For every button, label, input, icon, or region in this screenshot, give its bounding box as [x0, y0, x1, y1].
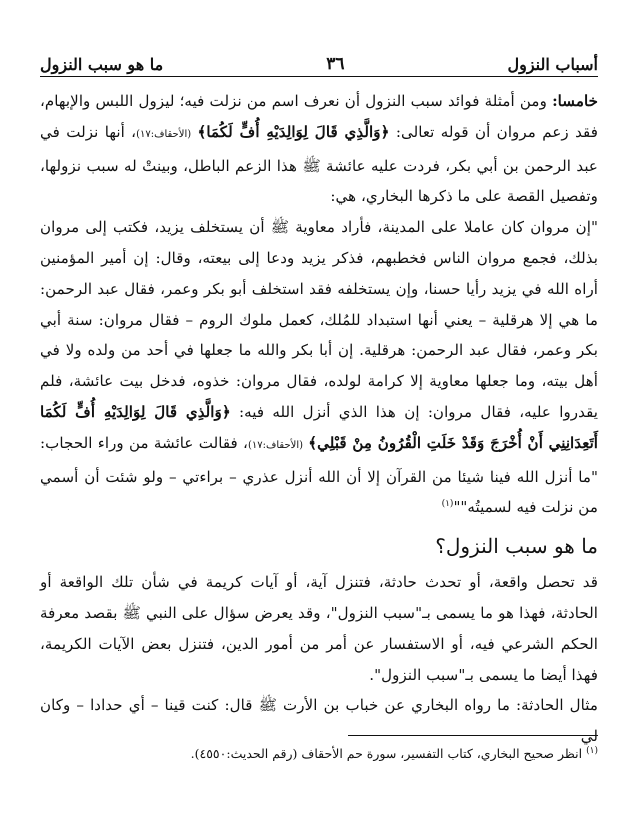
header-chapter-title: ما هو سبب النزول [40, 55, 164, 74]
footnote-separator [348, 735, 598, 736]
paragraph-text: ومن أمثلة فوائد سبب النزول أن نعرف اسم من نزلت فيه؛ ليزول اللبس والإبهام، فقد زعم مروان أن قوله تعالى: [40, 92, 598, 141]
verse-reference: (الأحقاف:١٧) [136, 128, 192, 140]
page-number: ٣٦ [326, 54, 345, 74]
paragraph-text: مثال الحادثة: ما رواه البخاري عن خباب بن الأرت ﷺ قال: كنت قينا – أي حدادا – وكان لي [40, 696, 598, 746]
paragraph-fifth-benefit [40, 86, 598, 212]
footnote-marker[interactable]: (١) [441, 499, 454, 510]
footnote [40, 744, 598, 764]
paragraph-definition [40, 567, 598, 690]
quote-text: "إن مروان كان عاملا على المدينة، فأراد معاوية ﷺ أن يستخلف يزيد، فكتب إلى مروان بذلك، فجمع مروان الناس فخطبهم، فذكر يزيد ودعا إلى بيعته، وقال: إن أمير المؤمنين أراه الله في يزيد رأيا حسنا، وإن يستخلفه فقد استخلف أبو بكر وعمر، فقال عبد الرحمن: ما هي إلا هرقلية – يعني أنها استبداد للمُلك، كعمل ملوك الروم – فقال مروان: سنة أبي بكر وعمر، فقال عبد الرحمن: هرقلية. إن أبا بكر والله ما جعلها في أحد من ولده ولا في أهل بيته، وما جعلها معاوية إلا كرامة لولده، فقال مروان: خذوه، فدخل بيت عائشة، فلم يقدروا عليه، فقال مروان: إن هذا الذي أنزل الله فيه: [40, 218, 599, 421]
paragraph-hadith-quote [40, 212, 598, 523]
quran-verse: ﴿وَالَّذِي قَالَ لِوَالِدَيْهِ أُفٍّ لَكُمَا﴾ [197, 122, 390, 141]
quran-verse: ﴿وَالَّذِي قَالَ لِوَالِدَيْهِ أُفٍّ لَكُمَا أَتَعِدَانِنِي أَنْ أُخْرَجَ وَقَدْ خَلَتِ الْقُرُونُ مِنْ قَبْلِي﴾ [40, 402, 599, 452]
header-book-title: أسباب النزول [507, 55, 598, 74]
paragraph-example [40, 690, 598, 752]
paragraph-text-end: ، أنها نزلت في عبد الرحمن بن أبي بكر، فردت عليه عائشة ﷺ هذا الزعم الباطل، وبينتْ له سبب نزولها، وتفصيل القصة على ما ذكرها البخاري، هي: [40, 122, 598, 206]
section-heading: ما هو سبب النزول؟ [435, 534, 598, 559]
point-label: خامسا: [552, 92, 598, 110]
footnote-number: (١) [586, 745, 598, 756]
page-body [40, 86, 598, 752]
running-header [40, 48, 598, 74]
header-rule [40, 76, 598, 77]
verse-reference: (الأحقاف:١٧) [247, 439, 304, 451]
footnote-text: انظر صحيح البخاري، كتاب التفسير، سورة حم الأحقاف (رقم الحديث:٤٥٥٠). [190, 746, 583, 761]
paragraph-text: قد تحصل واقعة، أو تحدث حادثة، فتنزل آية، أو آيات كريمة في شأن تلك الواقعة أو الحادثة، فهذا هو ما يسمى بـ"سبب النزول"، وقد يعرض سؤال على النبي ﷺ بقصد معرفة الحكم الشرعي فيه، أو الاستفسار عن أمر من أمور الدين، فتنزل بعض الآيات الكريمة، فهذا أيضا ما يسمى بـ"سبب النزول". [40, 573, 598, 684]
quote-text-end: ، فقالت عائشة من وراء الحجاب: "ما أنزل الله فينا شيئا من القرآن إلا أن الله أنزل عذري – براءتي – ولو شئت أن أسمي من نزلت فيه لسميتُه"" [40, 433, 598, 517]
